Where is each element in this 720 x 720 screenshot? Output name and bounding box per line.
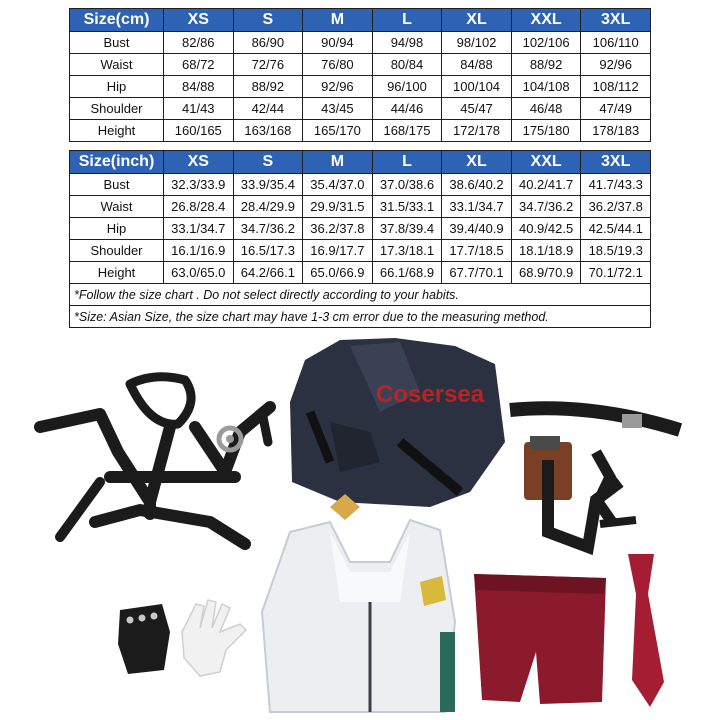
size-cell: 33.1/34.7 [442, 196, 512, 218]
size-cell: 106/110 [581, 32, 651, 54]
size-cell: 160/165 [164, 120, 234, 142]
table-header-row [70, 9, 651, 32]
size-cell: 84/88 [442, 54, 512, 76]
row-label: Shoulder [70, 98, 164, 120]
red-tie [628, 554, 664, 707]
watermark-text: Cosersea [376, 381, 485, 408]
size-cell: 40.9/42.5 [511, 218, 581, 240]
size-cell: 178/183 [581, 120, 651, 142]
row-label: Height [70, 262, 164, 284]
row-label: Hip [70, 76, 164, 98]
header-cell-xxl: XXL [511, 9, 581, 32]
row-label: Waist [70, 54, 164, 76]
size-note-1: *Follow the size chart . Do not select directly according to your habits. [70, 284, 651, 306]
size-cell: 39.4/40.9 [442, 218, 512, 240]
size-cell: 82/86 [164, 32, 234, 54]
size-cell: 37.0/38.6 [372, 174, 442, 196]
product-photo [0, 332, 720, 720]
row-label: Bust [70, 174, 164, 196]
header-cell-xxl: XXL [511, 151, 581, 174]
header-cell-label: Size(cm) [70, 9, 164, 32]
size-cell: 31.5/33.1 [372, 196, 442, 218]
table-row [70, 54, 651, 76]
size-cell: 108/112 [581, 76, 651, 98]
size-cell: 66.1/68.9 [372, 262, 442, 284]
size-cell: 16.9/17.7 [303, 240, 373, 262]
size-cell: 35.4/37.0 [303, 174, 373, 196]
table-row [70, 98, 651, 120]
table-row [70, 240, 651, 262]
harness-strap [40, 377, 270, 544]
header-cell-xs: XS [164, 151, 234, 174]
header-cell-s: S [233, 151, 303, 174]
size-cell: 165/170 [303, 120, 373, 142]
size-cell: 34.7/36.2 [233, 218, 303, 240]
size-cell: 104/108 [511, 76, 581, 98]
size-cell: 34.7/36.2 [511, 196, 581, 218]
size-cell: 36.2/37.8 [303, 218, 373, 240]
size-cell: 40.2/41.7 [511, 174, 581, 196]
header-cell-3xl: 3XL [581, 9, 651, 32]
header-cell-xl: XL [442, 151, 512, 174]
size-cell: 16.1/16.9 [164, 240, 234, 262]
size-cell: 41.7/43.3 [581, 174, 651, 196]
size-cell: 67.7/70.1 [442, 262, 512, 284]
size-cell: 68.9/70.9 [511, 262, 581, 284]
size-cell: 45/47 [442, 98, 512, 120]
header-cell-m: M [303, 151, 373, 174]
header-cell-s: S [233, 9, 303, 32]
size-table-cm [69, 8, 651, 142]
table-row [70, 76, 651, 98]
size-cell: 46/48 [511, 98, 581, 120]
size-cell: 100/104 [442, 76, 512, 98]
size-cell: 16.5/17.3 [233, 240, 303, 262]
size-cell: 102/106 [511, 32, 581, 54]
size-cell: 26.8/28.4 [164, 196, 234, 218]
note-row [70, 284, 651, 306]
size-cell: 63.0/65.0 [164, 262, 234, 284]
size-cell: 72/76 [233, 54, 303, 76]
red-shorts [474, 574, 606, 704]
size-cell: 18.1/18.9 [511, 240, 581, 262]
row-label: Waist [70, 196, 164, 218]
header-cell-xs: XS [164, 9, 234, 32]
size-cell: 44/46 [372, 98, 442, 120]
note-row [70, 306, 651, 328]
table-row [70, 218, 651, 240]
header-cell-l: L [372, 9, 442, 32]
size-cell: 29.9/31.5 [303, 196, 373, 218]
size-cell: 33.9/35.4 [233, 174, 303, 196]
size-cell: 37.8/39.4 [372, 218, 442, 240]
size-cell: 28.4/29.9 [233, 196, 303, 218]
size-cell: 17.3/18.1 [372, 240, 442, 262]
header-cell-xl: XL [442, 9, 512, 32]
table-row [70, 174, 651, 196]
size-cell: 64.2/66.1 [233, 262, 303, 284]
size-cell: 38.6/40.2 [442, 174, 512, 196]
size-table-inch [69, 150, 651, 328]
size-cell: 18.5/19.3 [581, 240, 651, 262]
row-label: Height [70, 120, 164, 142]
size-cell: 42/44 [233, 98, 303, 120]
header-cell-l: L [372, 151, 442, 174]
size-cell: 42.5/44.1 [581, 218, 651, 240]
white-vest [262, 520, 455, 712]
size-cell: 172/178 [442, 120, 512, 142]
white-glove [182, 600, 246, 676]
row-label: Hip [70, 218, 164, 240]
size-cell: 17.7/18.5 [442, 240, 512, 262]
row-label: Bust [70, 32, 164, 54]
size-cell: 70.1/72.1 [581, 262, 651, 284]
table-row [70, 32, 651, 54]
size-cell: 94/98 [372, 32, 442, 54]
size-cell: 76/80 [303, 54, 373, 76]
table-header-row [70, 151, 651, 174]
table-row [70, 196, 651, 218]
shirt-jacket [290, 338, 505, 520]
size-cell: 175/180 [511, 120, 581, 142]
row-label: Shoulder [70, 240, 164, 262]
size-cell: 88/92 [233, 76, 303, 98]
size-cell: 96/100 [372, 76, 442, 98]
table-row [70, 120, 651, 142]
size-cell: 88/92 [511, 54, 581, 76]
size-cell: 163/168 [233, 120, 303, 142]
size-cell: 92/96 [303, 76, 373, 98]
size-cell: 168/175 [372, 120, 442, 142]
size-cell: 80/84 [372, 54, 442, 76]
fingerless-glove [118, 604, 170, 674]
costume-illustration [0, 332, 720, 720]
size-cell: 47/49 [581, 98, 651, 120]
header-cell-m: M [303, 9, 373, 32]
table-row [70, 262, 651, 284]
size-cell: 43/45 [303, 98, 373, 120]
size-cell: 84/88 [164, 76, 234, 98]
size-cell: 86/90 [233, 32, 303, 54]
size-cell: 33.1/34.7 [164, 218, 234, 240]
leg-holster-belt [510, 408, 680, 547]
size-cell: 32.3/33.9 [164, 174, 234, 196]
size-cell: 41/43 [164, 98, 234, 120]
size-cell: 92/96 [581, 54, 651, 76]
size-cell: 98/102 [442, 32, 512, 54]
size-cell: 90/94 [303, 32, 373, 54]
size-cell: 65.0/66.9 [303, 262, 373, 284]
size-note-2: *Size: Asian Size, the size chart may have 1-3 cm error due to the measuring method. [70, 306, 651, 328]
header-cell-label: Size(inch) [70, 151, 164, 174]
size-cell: 68/72 [164, 54, 234, 76]
header-cell-3xl: 3XL [581, 151, 651, 174]
size-cell: 36.2/37.8 [581, 196, 651, 218]
